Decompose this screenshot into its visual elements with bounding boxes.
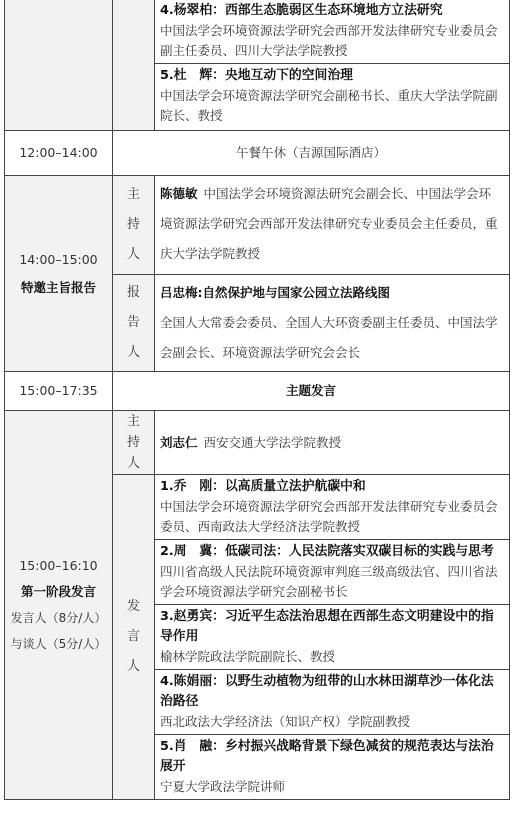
role-char: 人 (126, 345, 140, 360)
lunch-text: 午餐午休（吉源国际酒店） (235, 145, 386, 160)
topic-desc: 中国法学会环境资源法学研究会西部开发法律研究专业委员会副主任委员、四川大学法学院教授 (160, 23, 498, 58)
topics-cell (155, 0, 510, 131)
host-name: 刘志仁 (160, 434, 198, 450)
topic-desc: 四川省高级人民法院环境资源审判庭三级高级法官、四川省法学会环境资源法学研究会副秘书长 (160, 564, 498, 599)
time-cell (5, 372, 113, 411)
topic-desc: 西北政法大学经济法（知识产权）学院副教授 (160, 714, 411, 729)
time-cell-empty (5, 0, 113, 131)
role-char: 告 (126, 315, 140, 330)
rule-text: 与谈人（5分/人） (10, 637, 107, 651)
topic-title: 5.杜 辉：央地互动下的空间治理 (160, 68, 353, 83)
role-char: 言 (126, 629, 140, 644)
time-cell (5, 131, 113, 176)
time-text: 12:00–14:00 (19, 145, 98, 160)
role-cell-speaker (113, 275, 155, 372)
agenda-row-keynote-host (5, 176, 510, 275)
role-char: 人 (126, 456, 140, 471)
theme-text: 主题发言 (285, 383, 336, 398)
role-char: 人 (126, 659, 140, 674)
agenda-table (4, 0, 510, 800)
topic-item (155, 604, 509, 669)
time-cell (5, 176, 113, 372)
topic-desc: 中国法学会环境资源法学研究会副秘书长、重庆大学法学院副院长、教授 (160, 88, 498, 123)
topic-title: 5.肖 融：乡村振兴战略背景下绿色减贫的规范表达与法治展开 (160, 739, 494, 774)
topic-title: 1.乔 刚：以高质量立法护航碳中和 (160, 479, 366, 494)
topic-item (155, 669, 509, 734)
host-cell (155, 176, 510, 275)
role-char: 报 (126, 285, 140, 300)
topic-item (155, 539, 509, 604)
speaker-desc: 全国人大常委会委员、全国人大环资委副主任委员、中国法学会副会长、环境资源法学研究会会长 (160, 315, 498, 360)
topics-cell (155, 475, 510, 800)
role-char: 发 (126, 599, 140, 614)
host-cell (155, 411, 510, 475)
rule-text: 发言人（8分/人） (10, 611, 107, 625)
session-label: 特邀主旨报告 (20, 279, 96, 295)
agenda-row-stage1-host (5, 411, 510, 475)
speaker-title: 吕忠梅:自然保护地与国家公园立法路线图 (160, 285, 390, 300)
role-cell-empty (113, 0, 155, 131)
host-desc: 中国法学会环境资源法研究会副会长、中国法学会环境资源法学研究会西部开发法律研究专业委员会主任委员，重庆大学法学院教授 (160, 186, 498, 261)
time-text: 15:00–16:10 (19, 558, 98, 573)
time-text: 14:00–15:00 (19, 251, 98, 267)
topic-item (155, 63, 509, 128)
topic-desc: 中国法学会环境资源法学研究会西部开发法律研究专业委员会委员、西南政法大学经济法学院教授 (160, 499, 498, 534)
topic-desc: 宁夏大学政法学院讲师 (160, 779, 286, 794)
time-cell (5, 411, 113, 800)
topic-item (155, 734, 509, 799)
role-char: 持 (126, 435, 140, 450)
topic-desc: 榆林学院政法学院副院长、教授 (160, 649, 336, 664)
role-char: 主 (126, 187, 140, 202)
role-cell-host (113, 411, 155, 475)
topic-title: 3.赵勇宾：习近平生态法治思想在西部生态文明建设中的指导作用 (160, 609, 494, 644)
lunch-cell (113, 131, 510, 176)
role-cell-speaker (113, 475, 155, 800)
role-char: 持 (126, 217, 140, 232)
host-name: 陈德敏 (160, 186, 198, 201)
topic-item (155, 475, 509, 539)
topic-title: 4.杨翠柏：西部生态脆弱区生态环境地方立法研究 (160, 3, 443, 18)
theme-cell (113, 372, 510, 411)
speaker-cell (155, 275, 510, 372)
topic-item (155, 0, 509, 63)
topic-title: 4.陈娟丽：以野生动植物为纽带的山水林田湖草沙一体化法治路径 (160, 674, 494, 709)
agenda-row-continued (5, 0, 510, 131)
agenda-row-lunch (5, 131, 510, 176)
role-char: 人 (126, 247, 140, 262)
time-text: 15:00–17:35 (19, 383, 98, 398)
role-char: 主 (126, 414, 140, 429)
agenda-row-theme (5, 372, 510, 411)
session-label: 第一阶段发言 (20, 584, 96, 599)
role-cell-host (113, 176, 155, 275)
topic-title: 2.周 冀：低碳司法：人民法院落实双碳目标的实践与思考 (160, 544, 494, 559)
host-desc: 西安交通大学法学院教授 (203, 434, 342, 450)
